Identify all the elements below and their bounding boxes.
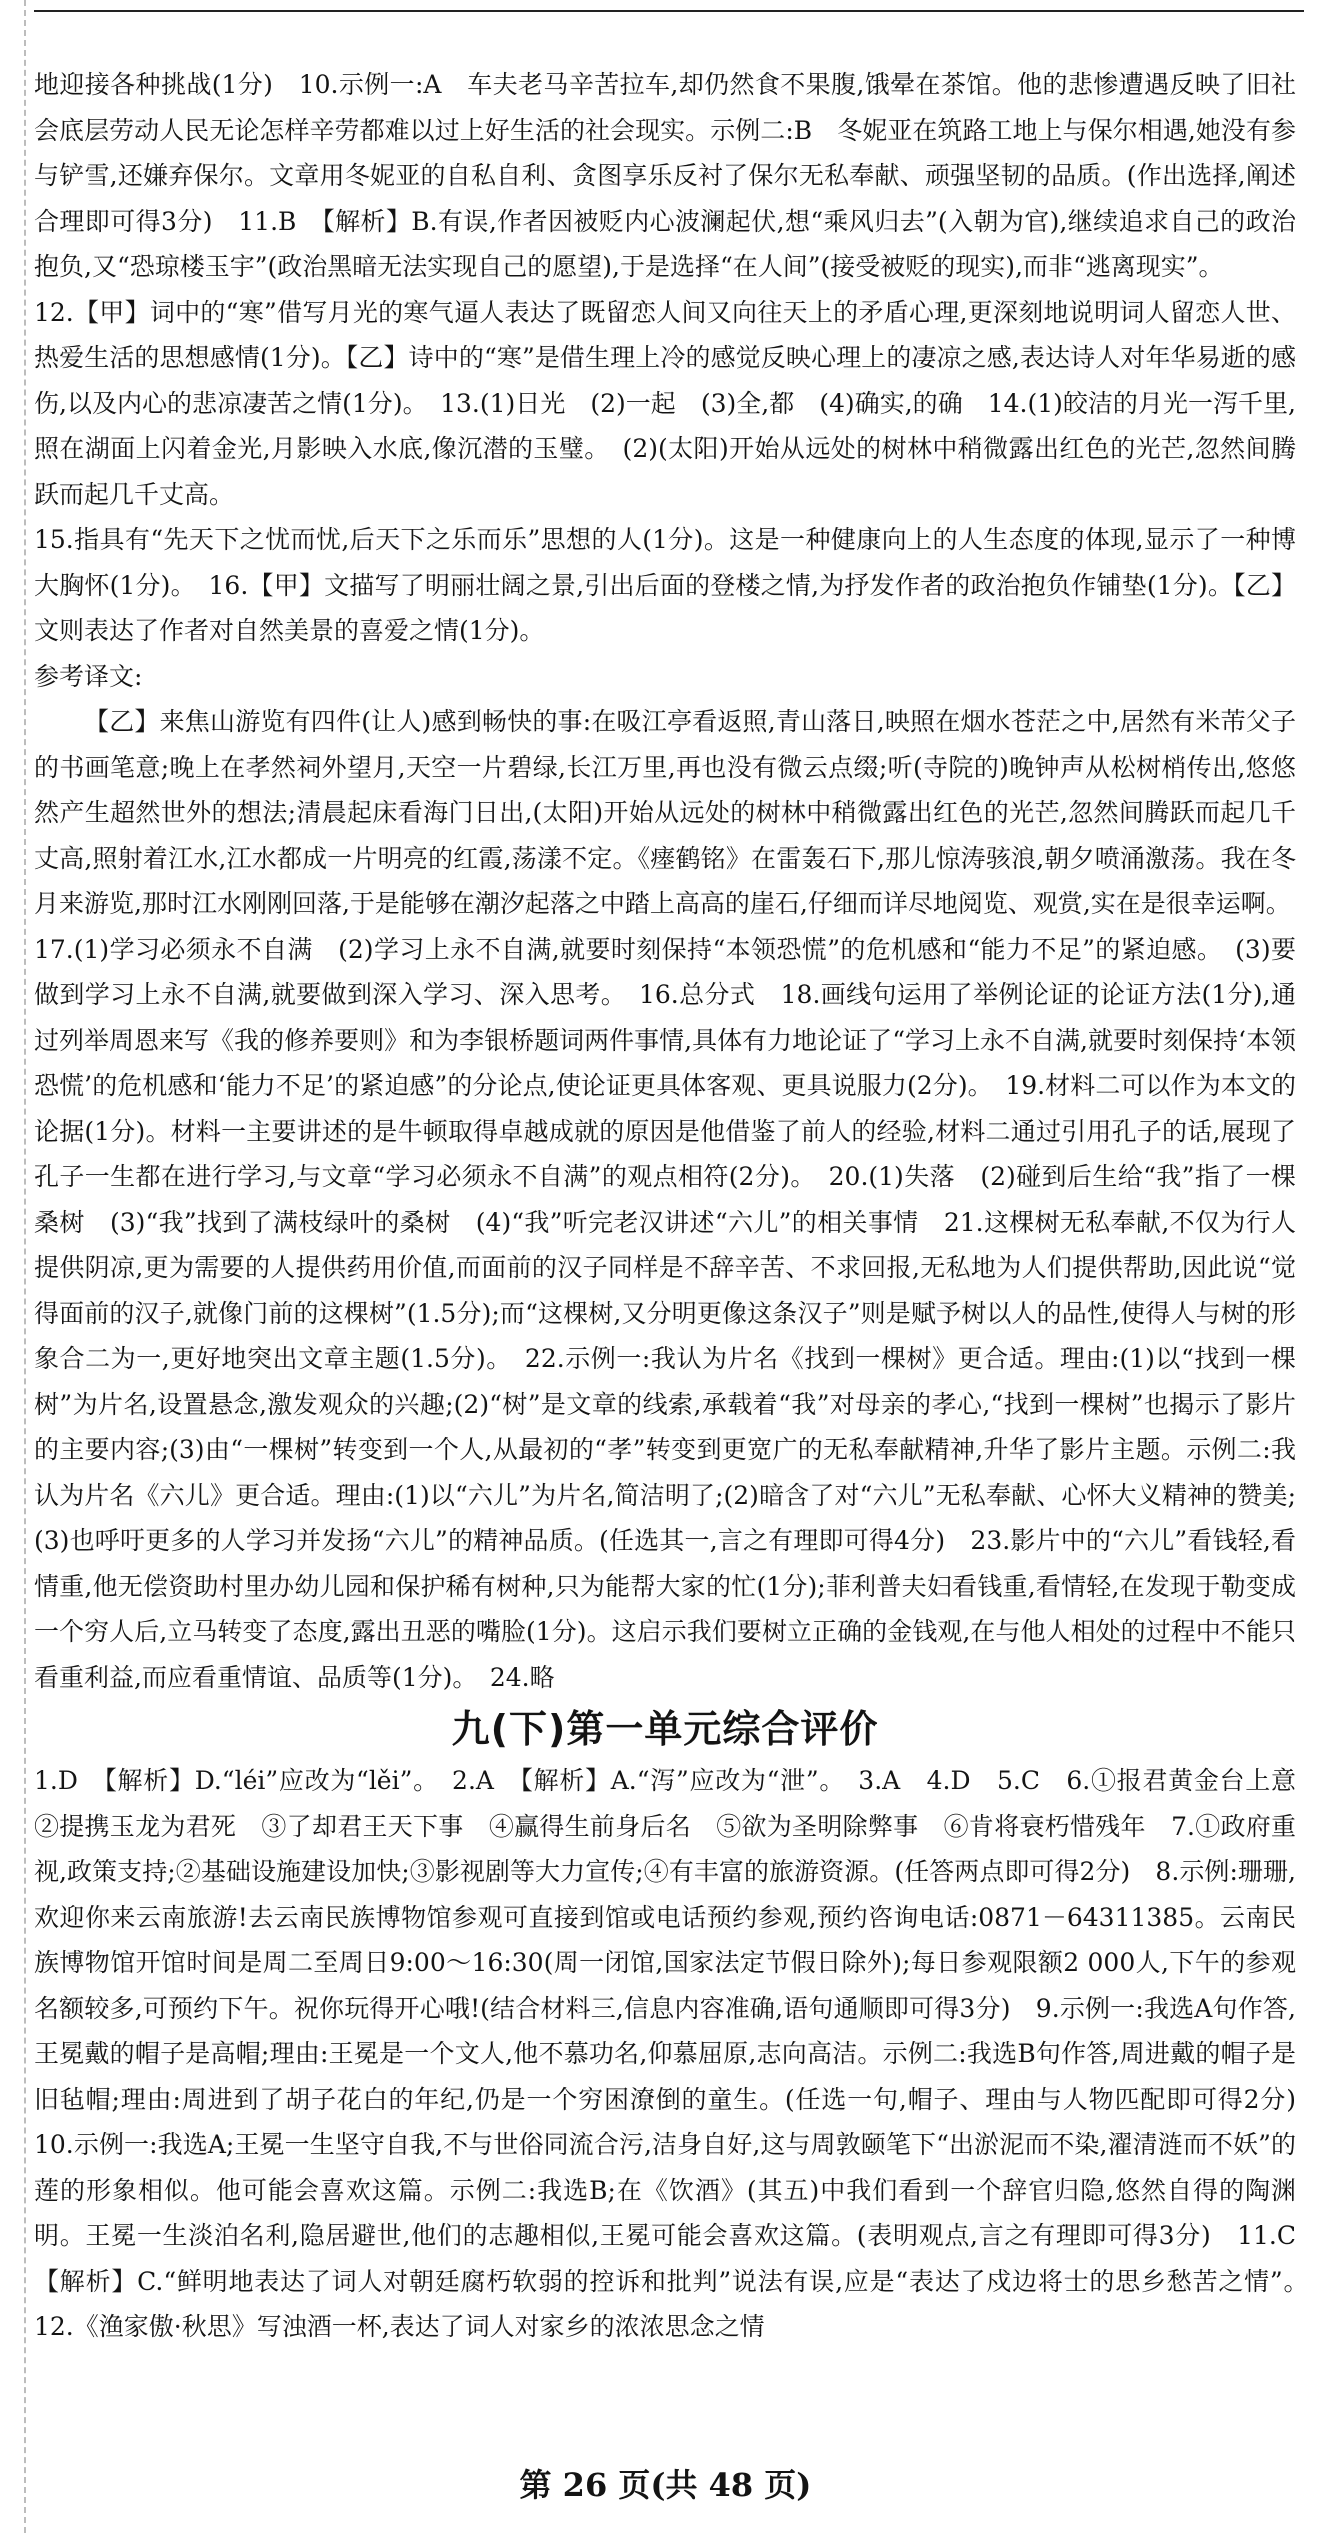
answer-paragraph: 15.指具有“先天下之忧而忧,后天下之乐而乐”思想的人(1分)。这是一种健康向上的人生态度的体现,显示了一种博大胸怀(1分)。 16.【甲】文描写了明丽壮阔之景,引出后面的登楼之情,为抒发作者的政治抱负作铺垫(1分)。【乙】文则表达了作者对自然美景的喜爱之情(1分)。	[34, 525, 1296, 645]
answer-text-body	[34, 62, 1322, 2350]
answer-paragraph: 12.【甲】词中的“寒”借写月光的寒气逼人表达了既留恋人间又向往天上的矛盾心理,更深刻地说明词人留恋人世、热爱生活的思想感情(1分)。【乙】诗中的“寒”是借生理上冷的感觉反映心理上的凄凉之感,表达诗人对年华易逝的感伤,以及内心的悲凉凄苦之情(1分)。 13.(1)日光 (2)一起 (3)全,都 (4)确实,的确 14.(1)皎洁的月光一泻千里,照在湖面上闪着金光,月影映入水底,像沉潜的玉璧。 (2)(太阳)开始从远处的树林中稍微露出红色的光芒,忽然间腾跃而起几千丈高。	[34, 297, 1296, 509]
top-rule	[34, 10, 1304, 12]
answer-paragraph: 地迎接各种挑战(1分) 10.示例一:A 车夫老马辛苦拉车,却仍然食不果腹,饿晕在茶馆。他的悲惨遭遇反映了旧社会底层劳动人民无论怎样辛劳都难以过上好生活的社会现实。示例二:B 冬妮亚在筑路工地上与保尔相遇,她没有参与铲雪,还嫌弃保尔。文章用冬妮亚的自私自利、贪图享乐反衬了保尔无私奉献、顽强坚韧的品质。(作出选择,阐述合理即可得3分) 11.B 【解析】B.有误,作者因被贬内心波澜起伏,想“乘风归去”(入朝为官),继续追求自己的政治抱负,又“恐琼楼玉宇”(政治黑暗无法实现自己的愿望),于是选择“在人间”(接受被贬的现实),而非“逃离现实”。	[34, 70, 1296, 281]
translation-heading: 参考译文:	[34, 661, 143, 691]
answer-paragraph: 17.(1)学习必须永不自满 (2)学习上永不自满,就要时刻保持“本领恐慌”的危机感和“能力不足”的紧迫感。 (3)要做到学习上永不自满,就要做到深入学习、深入思考。 16.总分式 18.画线句运用了举例论证的论证方法(1分),通过列举周恩来写《我的修养要则》和为李银桥题词两件事情,具体有力地论证了“学习上永不自满,就要时刻保持‘本领恐慌’的危机感和‘能力不足’的紧迫感”的分论点,使论证更具体客观、更具说服力(2分)。 19.材料二可以作为本文的论据(1分)。材料一主要讲述的是牛顿取得卓越成就的原因是他借鉴了前人的经验,材料二通过引用孔子的话,展现了孔子一生都在进行学习,与文章“学习必须永不自满”的观点相符(2分)。 20.(1)失落 (2)碰到后生给“我”指了一棵桑树 (3)“我”找到了满枝绿叶的桑树 (4)“我”听完老汉讲述“六儿”的相关事情 21.这棵树无私奉献,不仅为行人提供阴凉,更为需要的人提供药用价值,而面前的汉子同样是不辞辛苦、不求回报,无私地为人们提供帮助,因此说“觉得面前的汉子,就像门前的这棵树”(1.5分);而“这棵树,又分明更像这条汉子”则是赋予树以人的品性,使得人与树的形象合二为一,更好地突出文章主题(1.5分)。 22.示例一:我认为片名《找到一棵树》更合适。理由:(1)以“找到一棵树”为片名,设置悬念,激发观众的兴趣;(2)“树”是文章的线索,承载着“我”对母亲的孝心,“找到一棵树”也揭示了影片的主要内容;(3)由“一棵树”转变到一个人,从最初的“孝”转变到更宽广的无私奉献精神,升华了影片主题。示例二:我认为片名《六儿》更合适。理由:(1)以“六儿”为片名,简洁明了;(2)暗含了对“六儿”无私奉献、心怀大义精神的赞美;(3)也呼吁更多的人学习并发扬“六儿”的精神品质。(任选其一,言之有理即可得4分) 23.影片中的“六儿”看钱轻,看情重,他无偿资助村里办幼儿园和保护稀有树种,只为能帮大家的忙(1分);菲利普夫妇看钱重,看情轻,在发现于勒变成一个穷人后,立马转变了态度,露出丑恶的嘴脸(1分)。这启示我们要树立正确的金钱观,在与他人相处的过程中不能只看重利益,而应看重情谊、品质等(1分)。 24.略	[34, 934, 1296, 1692]
page-number: 第 26 页(共 48 页)	[519, 2466, 812, 2504]
translation-paragraph: 【乙】来焦山游览有四件(让人)感到畅快的事:在吸江亭看返照,青山落日,映照在烟水苍茫之中,居然有米芾父子的书画笔意;晚上在孝然祠外望月,天空一片碧绿,长江万里,再也没有微云点缀;听(寺院的)晚钟声从松树梢传出,悠悠然产生超然世外的想法;清晨起床看海门日出,(太阳)开始从远处的树林中稍微露出红色的光芒,忽然间腾跃而起几千丈高,照射着江水,江水都成一片明亮的红霞,荡漾不定。《瘗鹤铭》在雷轰石下,那儿惊涛骇浪,朝夕喷涌激荡。我在冬月来游览,那时江水刚刚回落,于是能够在潮汐起落之中踏上高高的崖石,仔细而详尽地阅览、观赏,实在是很幸运啊。	[34, 707, 1296, 918]
answer-paragraph: 1.D 【解析】D.“léi”应改为“lěi”。 2.A 【解析】A.“泻”应改为“泄”。 3.A 4.D 5.C 6.①报君黄金台上意 ②提携玉龙为君死 ③了却君王天下事 ④赢得生前身后名 ⑤欲为圣明除弊事 ⑥肯将衰朽惜残年 7.①政府重视,政策支持;②基础设施建设加快;③影视剧等大力宣传;④有丰富的旅游资源。(任答两点即可得2分) 8.示例:珊珊,欢迎你来云南旅游!去云南民族博物馆参观可直接到馆或电话预约参观,预约咨询电话:0871－64311385。云南民族博物馆开馆时间是周二至周日9:00～16:30(周一闭馆,国家法定节假日除外);每日参观限额2 000人,下午的参观名额较多,可预约下午。祝你玩得开心哦!(结合材料三,信息内容准确,语句通顺即可得3分) 9.示例一:我选A句作答,王冕戴的帽子是高帽;理由:王冕是一个文人,他不慕功名,仰慕屈原,志向高洁。示例二:我选B句作答,周进戴的帽子是旧毡帽;理由:周进到了胡子花白的年纪,仍是一个穷困潦倒的童生。(任选一句,帽子、理由与人物匹配即可得2分) 10.示例一:我选A;王冕一生坚守自我,不与世俗同流合污,洁身自好,这与周敦颐笔下“出淤泥而不染,濯清涟而不妖”的莲的形象相似。他可能会喜欢这篇。示例二:我选B;在《饮酒》(其五)中我们看到一个辞官归隐,悠然自得的陶渊明。王冕一生淡泊名利,隐居避世,他们的志趣相似,王冕可能会喜欢这篇。(表明观点,言之有理即可得3分) 11.C 【解析】C.“鲜明地表达了词人对朝廷腐朽软弱的控诉和批判”说法有误,应是“表达了戍边将士的思乡愁苦之情”。 12.《渔家傲·秋思》写浊酒一杯,表达了词人对家乡的浓浓思念之情	[34, 1766, 1322, 2341]
binding-margin-rule	[24, 0, 26, 2533]
section-title: 九(下)第一单元综合评价	[451, 1707, 879, 1751]
